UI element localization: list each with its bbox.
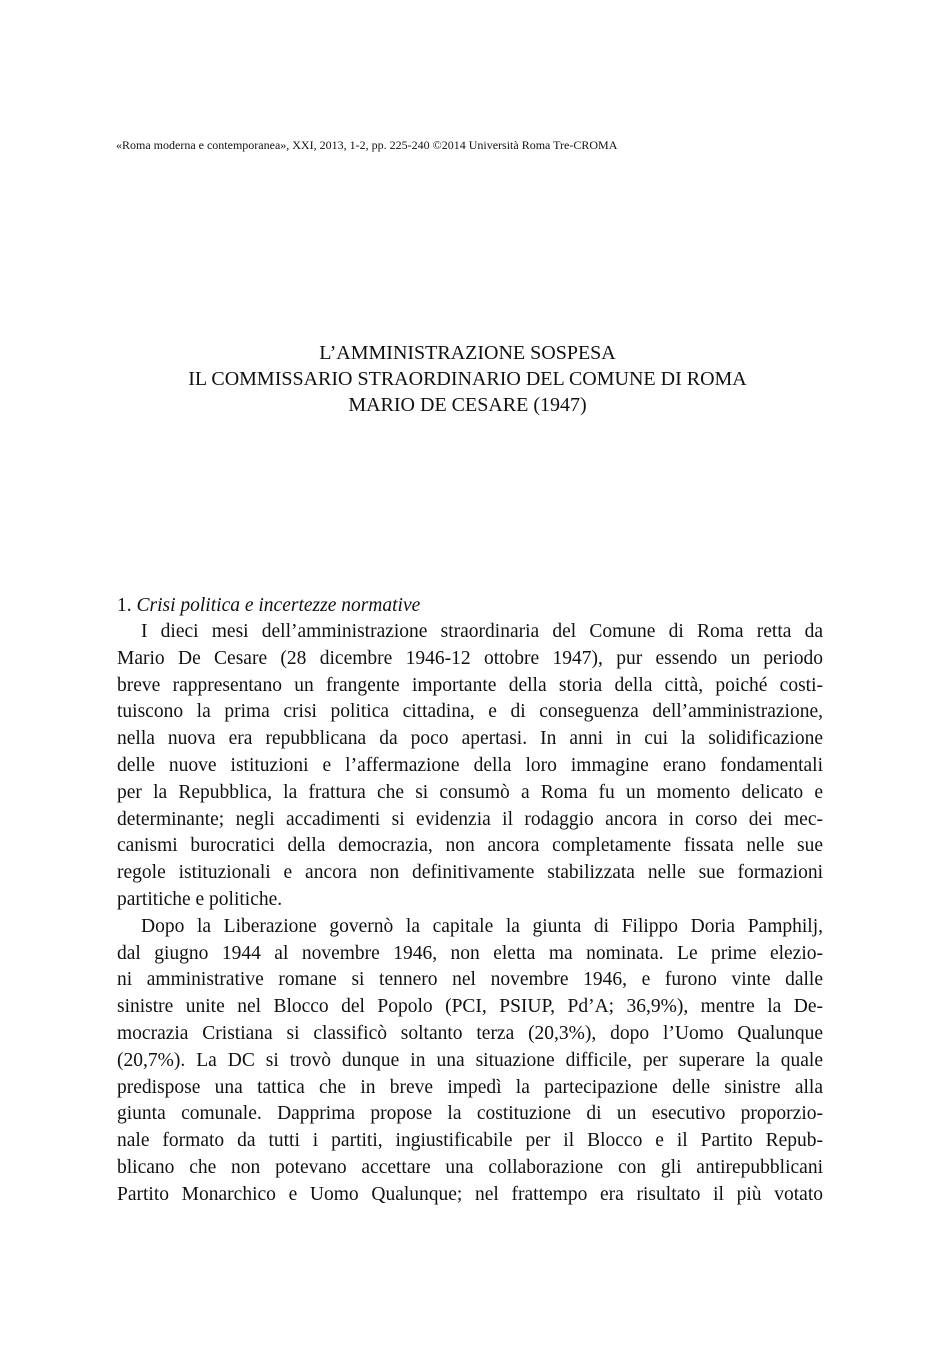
text-line: delle nuove istituzioni e l’affermazione della loro immagine erano fondamentali bbox=[117, 754, 823, 776]
text-line: ni amministrative romane si tennero nel novembre 1946, e furono vinte dalle bbox=[117, 969, 823, 991]
paragraph bbox=[117, 619, 823, 914]
title-line: L’AMMINISTRAZIONE SOSPESA bbox=[319, 342, 616, 364]
text-line: breve rappresentano un frangente importante della storia della città, poiché costi- bbox=[117, 674, 823, 696]
paragraph bbox=[117, 914, 823, 1209]
text-line: partitiche e politiche. bbox=[117, 888, 283, 910]
text-line: predispose una tattica che in breve impedì la partecipazione delle sinistre alla bbox=[117, 1076, 823, 1098]
text-line: nale formato da tutti i partiti, ingiustificabile per il Blocco e il Partito Repub- bbox=[117, 1130, 823, 1152]
text-line: dal giugno 1944 al novembre 1946, non eletta ma nominata. Le prime elezio- bbox=[117, 942, 823, 964]
text-line: sinistre unite nel Blocco del Popolo (PCI, PSIUP, Pd’A; 36,9%), mentre la De- bbox=[117, 996, 823, 1018]
text-line: Mario De Cesare (28 dicembre 1946-12 ottobre 1947), pur essendo un periodo bbox=[117, 647, 823, 669]
section-title: Crisi politica e incertezze normative bbox=[136, 595, 421, 616]
text-line: nella nuova era repubblicana da poco apertasi. In anni in cui la solidificazione bbox=[117, 728, 823, 750]
body-text bbox=[117, 619, 823, 1209]
text-line: giunta comunale. Dapprima propose la costituzione di un esecutivo proporzio- bbox=[117, 1103, 823, 1125]
text-line: per la Repubblica, la frattura che si consumò a Roma fu un momento delicato e bbox=[117, 781, 823, 803]
text-line: determinante; negli accadimenti si evidenzia il rodaggio ancora in corso dei mec- bbox=[117, 808, 823, 830]
title-line: MARIO DE CESARE (1947) bbox=[348, 394, 587, 416]
running-head: «Roma moderna e contemporanea», XXI, 2013, 1-2, pp. 225-240 ©2014 Università Roma Tre-CROMA bbox=[116, 138, 618, 152]
text-line: Partito Monarchico e Uomo Qualunque; nel frattempo era risultato il più votato bbox=[117, 1183, 823, 1205]
text-line: tuiscono la prima crisi politica cittadina, e di conseguenza dell’amministrazione, bbox=[117, 701, 823, 723]
text-line: regole istituzionali e ancora non definitivamente stabilizzata nelle sue formazioni bbox=[117, 862, 823, 884]
text-line: I dieci mesi dell’amministrazione straordinaria del Comune di Roma retta da bbox=[141, 621, 823, 642]
title-line: IL COMMISSARIO STRAORDINARIO DEL COMUNE DI ROMA bbox=[188, 368, 747, 390]
text-line: canismi burocratici della democrazia, non ancora completamente fissata nelle sue bbox=[117, 835, 823, 857]
text-line: mocrazia Cristiana si classificò soltanto terza (20,3%), dopo l’Uomo Qualunque bbox=[117, 1022, 823, 1044]
text-line: (20,7%). La DC si trovò dunque in una situazione difficile, per superare la quale bbox=[117, 1049, 823, 1071]
text-line: blicano che non potevano accettare una collaborazione con gli antirepubblicani bbox=[117, 1156, 823, 1178]
text-line: Dopo la Liberazione governò la capitale la giunta di Filippo Doria Pamphilj, bbox=[141, 915, 823, 937]
section-heading bbox=[117, 592, 827, 619]
article-title bbox=[100, 340, 835, 418]
section-number: 1. bbox=[117, 595, 132, 616]
